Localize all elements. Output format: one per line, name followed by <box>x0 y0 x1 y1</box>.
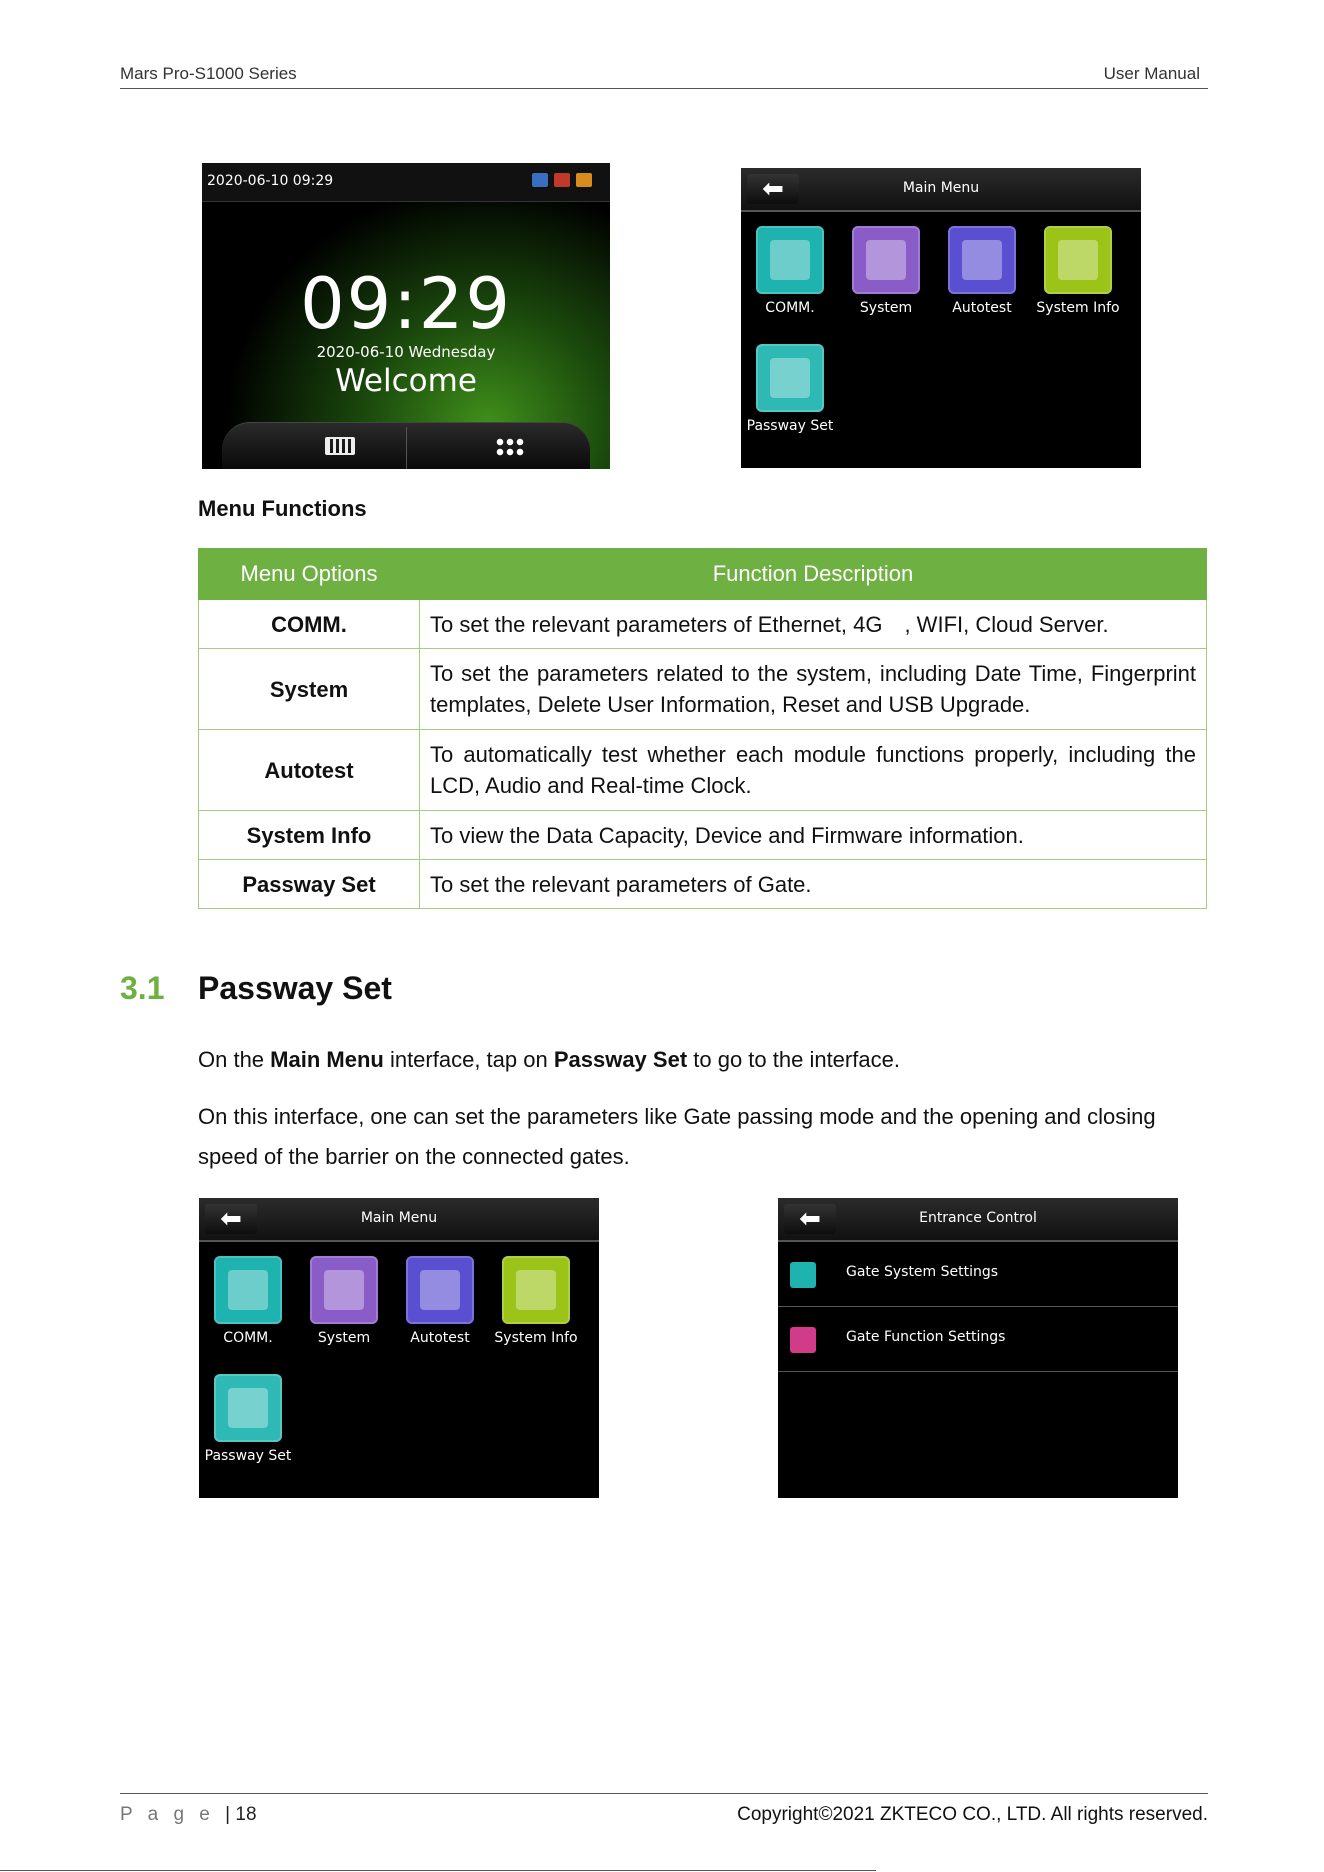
gear-icon <box>310 1256 378 1324</box>
text-bold-main-menu: Main Menu <box>270 1047 384 1072</box>
comm-icon <box>756 226 824 294</box>
menu-item-system-info[interactable] <box>1033 226 1123 316</box>
page-label: P a g e <box>120 1804 215 1825</box>
date-line: 2020-06-10 Wednesday <box>316 343 496 361</box>
description-cell: To set the parameters related to the system, including Date Time, Fingerprint templates, Delete User Information, Reset and USB Upgrade. <box>420 649 1207 730</box>
screen-title: Entrance Control <box>919 1210 1037 1226</box>
option-cell: Passway Set <box>199 860 420 909</box>
description-cell: To set the relevant parameters of Ethernet, 4G , WIFI, Cloud Server. <box>420 600 1207 649</box>
paragraph-2: On this interface, one can set the parameters like Gate passing mode and the opening and closing speed of the barrier on the connected gates. <box>198 1104 1156 1169</box>
screen-title: Main Menu <box>902 180 980 196</box>
bottom-bar <box>222 422 590 469</box>
menu-item-label: System Info <box>1036 300 1120 316</box>
section-heading <box>120 970 392 1007</box>
list-item-gate-system-settings[interactable] <box>778 1242 1178 1307</box>
menu-item-label: System <box>317 1330 371 1346</box>
section-title: Passway Set <box>198 970 392 1006</box>
col-header-options: Menu Options <box>199 549 420 600</box>
menu-item-label: Passway Set <box>746 418 834 434</box>
menu-item-system[interactable] <box>841 226 931 316</box>
table-header-row <box>199 549 1207 600</box>
back-arrow-icon[interactable]: ⬅ <box>784 1204 836 1234</box>
welcome-text: Welcome <box>335 363 477 399</box>
menu-item-label: COMM. <box>223 1330 273 1346</box>
keyboard-icon[interactable] <box>325 437 355 455</box>
header-product: Mars Pro-S1000 Series <box>120 64 297 83</box>
menu-item-label: Passway Set <box>204 1448 292 1464</box>
list-item-label: Gate Function Settings <box>846 1329 1006 1345</box>
menu-item-system[interactable] <box>299 1256 389 1346</box>
menu-item-comm[interactable] <box>745 226 835 316</box>
title-bar <box>741 168 1141 212</box>
menu-item-label: COMM. <box>765 300 815 316</box>
menu-item-label: System <box>859 300 913 316</box>
system-info-icon <box>502 1256 570 1324</box>
menu-grid-icon[interactable] <box>495 437 525 457</box>
entrance-control-screenshot <box>778 1198 1178 1498</box>
main-menu-screenshot-top <box>741 168 1141 468</box>
comm-icon <box>214 1256 282 1324</box>
cloud-icon <box>576 173 592 187</box>
description-cell: To view the Data Capacity, Device and Firmware information. <box>420 811 1207 860</box>
menu-functions-title: Menu Functions <box>198 496 367 521</box>
description-cell: To automatically test whether each module functions properly, including the LCD, Audio and Real-time Clock. <box>420 730 1207 811</box>
page-header <box>120 60 1208 89</box>
status-datetime: 2020-06-10 09:29 <box>207 173 334 189</box>
header-doc-type: User Manual <box>1103 64 1200 83</box>
option-cell: COMM. <box>199 600 420 649</box>
text-run: to go to the interface. <box>687 1047 900 1072</box>
turnstile-icon <box>214 1374 282 1442</box>
option-cell: System Info <box>199 811 420 860</box>
menu-item-system-info[interactable] <box>491 1256 581 1346</box>
text-run: On the <box>198 1047 271 1072</box>
menu-item-label: Autotest <box>410 1330 470 1346</box>
table-row <box>199 600 1207 649</box>
list-item-label: Gate System Settings <box>846 1264 999 1280</box>
network-icon <box>532 173 548 187</box>
menu-item-comm[interactable] <box>203 1256 293 1346</box>
table-row <box>199 730 1207 811</box>
welcome-screenshot <box>202 163 610 469</box>
gate-system-icon <box>790 1262 816 1288</box>
menu-item-label: System Info <box>494 1330 578 1346</box>
paragraph-1 <box>198 1040 1208 1080</box>
text-run: interface, tap on <box>383 1047 554 1072</box>
table-row <box>199 649 1207 730</box>
page-number <box>120 1804 257 1826</box>
menu-item-passway-set[interactable] <box>745 344 835 434</box>
col-header-description: Function Description <box>420 549 1207 600</box>
status-bar <box>202 163 610 202</box>
back-arrow-icon[interactable]: ⬅ <box>747 174 799 204</box>
title-bar <box>778 1198 1178 1242</box>
turnstile-icon <box>756 344 824 412</box>
clock: 09:29 <box>300 263 512 345</box>
wifi-off-icon <box>554 173 570 187</box>
bottom-rule <box>0 1870 876 1871</box>
text-bold-passway-set: Passway Set <box>553 1047 688 1072</box>
title-bar <box>199 1198 599 1242</box>
menu-functions-table <box>198 548 1207 909</box>
system-info-icon <box>1044 226 1112 294</box>
page-footer <box>120 1793 1208 1825</box>
menu-item-autotest[interactable] <box>937 226 1027 316</box>
copyright: Copyright©2021 ZKTECO CO., LTD. All rights reserved. <box>737 1804 1208 1825</box>
table-row <box>199 811 1207 860</box>
screen-title: Main Menu <box>360 1210 438 1226</box>
autotest-icon <box>948 226 1016 294</box>
description-cell: To set the relevant parameters of Gate. <box>420 860 1207 909</box>
option-cell: Autotest <box>199 730 420 811</box>
section-number: 3.1 <box>120 970 165 1006</box>
gear-icon <box>852 226 920 294</box>
gate-function-icon <box>790 1327 816 1353</box>
bar-divider <box>406 427 407 469</box>
option-cell: System <box>199 649 420 730</box>
menu-item-autotest[interactable] <box>395 1256 485 1346</box>
page-num: | 18 <box>225 1804 257 1825</box>
menu-item-label: Autotest <box>952 300 1012 316</box>
menu-item-passway-set[interactable] <box>203 1374 293 1464</box>
back-arrow-icon[interactable]: ⬅ <box>205 1204 257 1234</box>
list-item-gate-function-settings[interactable] <box>778 1307 1178 1372</box>
autotest-icon <box>406 1256 474 1324</box>
main-menu-screenshot-bottom <box>199 1198 599 1498</box>
table-row <box>199 860 1207 909</box>
